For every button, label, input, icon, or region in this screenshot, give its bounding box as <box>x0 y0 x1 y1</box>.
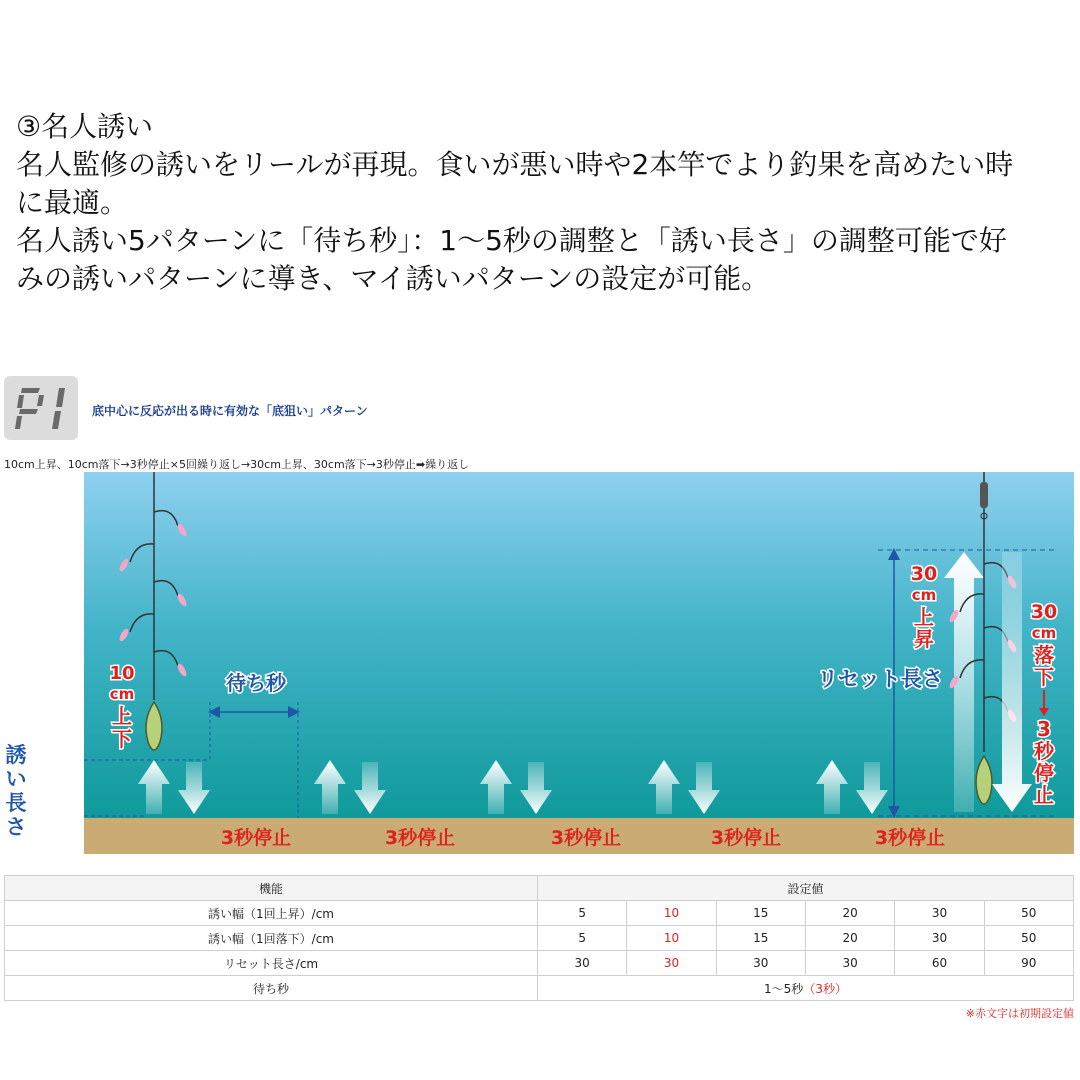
table-row <box>5 926 1074 951</box>
svg-text:cm: cm <box>1031 624 1057 642</box>
pattern-description: 底中心に反応が出る時に有効な「底狙い」パターン <box>92 404 368 418</box>
settings-table <box>4 875 1074 1001</box>
svg-text:落: 落 <box>1034 643 1054 667</box>
svg-text:10: 10 <box>109 663 135 684</box>
table-row <box>5 901 1074 926</box>
value-cell: 20 <box>805 926 894 951</box>
row-name: 誘い幅（1回落下）/cm <box>5 926 538 951</box>
value-cell: 90 <box>984 951 1073 976</box>
stop-label: 3秒停止 <box>220 827 292 849</box>
stop-label: 3秒停止 <box>710 827 782 849</box>
rise-fall-10cm-label <box>109 663 134 751</box>
svg-text:昇: 昇 <box>914 627 934 651</box>
svg-text:さ: さ <box>5 815 27 839</box>
table-row <box>5 951 1074 976</box>
reset-length-label: リセット長さ <box>817 667 943 691</box>
stop-label: 3秒停止 <box>874 827 946 849</box>
value-cell: 30 <box>805 951 894 976</box>
wait-value-cell <box>538 976 1074 1001</box>
value-cell: 30 <box>895 926 984 951</box>
stop-label: 3秒停止 <box>384 827 456 849</box>
value-cell: 30 <box>895 901 984 926</box>
value-cell: 5 <box>538 926 627 951</box>
value-cell: 30 <box>627 951 716 976</box>
lure-pattern-diagram <box>84 472 1074 854</box>
wait-value: 1〜5秒 <box>764 981 804 996</box>
value-cell: 10 <box>627 901 716 926</box>
header-function: 機能 <box>5 876 538 901</box>
intro-line-4: みの誘いパターンに導き、マイ誘いパターンの設定が可能。 <box>16 262 770 295</box>
svg-text:上: 上 <box>112 704 132 728</box>
svg-text:下: 下 <box>112 727 132 751</box>
value-cell: 30 <box>538 951 627 976</box>
intro-text <box>16 108 1066 298</box>
value-cell: 60 <box>895 951 984 976</box>
section-heading: ③名人誘い <box>16 110 154 143</box>
header-setting: 設定値 <box>538 876 1074 901</box>
value-cell: 15 <box>716 901 805 926</box>
value-cell: 50 <box>984 901 1073 926</box>
lure-length-label <box>0 740 34 840</box>
row-name: リセット長さ/cm <box>5 951 538 976</box>
row-name: 待ち秒 <box>5 976 538 1001</box>
value-cell: 20 <box>805 901 894 926</box>
stop-label: 3秒停止 <box>550 827 622 849</box>
value-cell: 5 <box>538 901 627 926</box>
intro-line-1: 名人監修の誘いをリールが再現。食いが悪い時や2本竿でより釣果を高めたい時 <box>16 148 1014 181</box>
intro-line-3: 名人誘い5パターンに「待ち秒」：1〜5秒の調整と「誘い長さ」の調整可能で好 <box>16 224 1007 257</box>
svg-text:30: 30 <box>1030 601 1058 623</box>
svg-text:30: 30 <box>910 563 938 585</box>
svg-text:下: 下 <box>1034 665 1054 689</box>
svg-text:誘: 誘 <box>5 743 27 767</box>
svg-text:長: 長 <box>5 791 27 815</box>
value-cell: 50 <box>984 926 1073 951</box>
pattern-badge <box>4 376 78 440</box>
svg-text:い: い <box>5 767 27 791</box>
value-cell: 30 <box>716 951 805 976</box>
svg-text:3: 3 <box>1037 717 1051 741</box>
svg-text:上: 上 <box>914 605 934 629</box>
rise-30cm-label <box>911 563 937 651</box>
svg-text:秒: 秒 <box>1034 739 1054 763</box>
svg-text:cm: cm <box>109 685 135 703</box>
table-row-wait <box>5 976 1074 1001</box>
pattern-sequence: 10cm上昇、10cm落下→3秒停止×5回繰り返し→30cm上昇、30cm落下→3秒停止➡繰り返し <box>4 458 470 471</box>
default-value-note: ※赤文字は初期設定値 <box>965 1007 1074 1020</box>
table-header-row <box>5 876 1074 901</box>
wait-seconds-label: 待ち秒 <box>226 671 286 695</box>
row-name: 誘い幅（1回上昇）/cm <box>5 901 538 926</box>
svg-text:止: 止 <box>1034 783 1054 807</box>
value-cell: 10 <box>627 926 716 951</box>
value-cell: 15 <box>716 926 805 951</box>
svg-text:cm: cm <box>911 586 937 604</box>
wait-default: （3秒） <box>803 981 847 996</box>
intro-line-2: に最適。 <box>16 186 129 219</box>
svg-text:停: 停 <box>1034 761 1054 785</box>
